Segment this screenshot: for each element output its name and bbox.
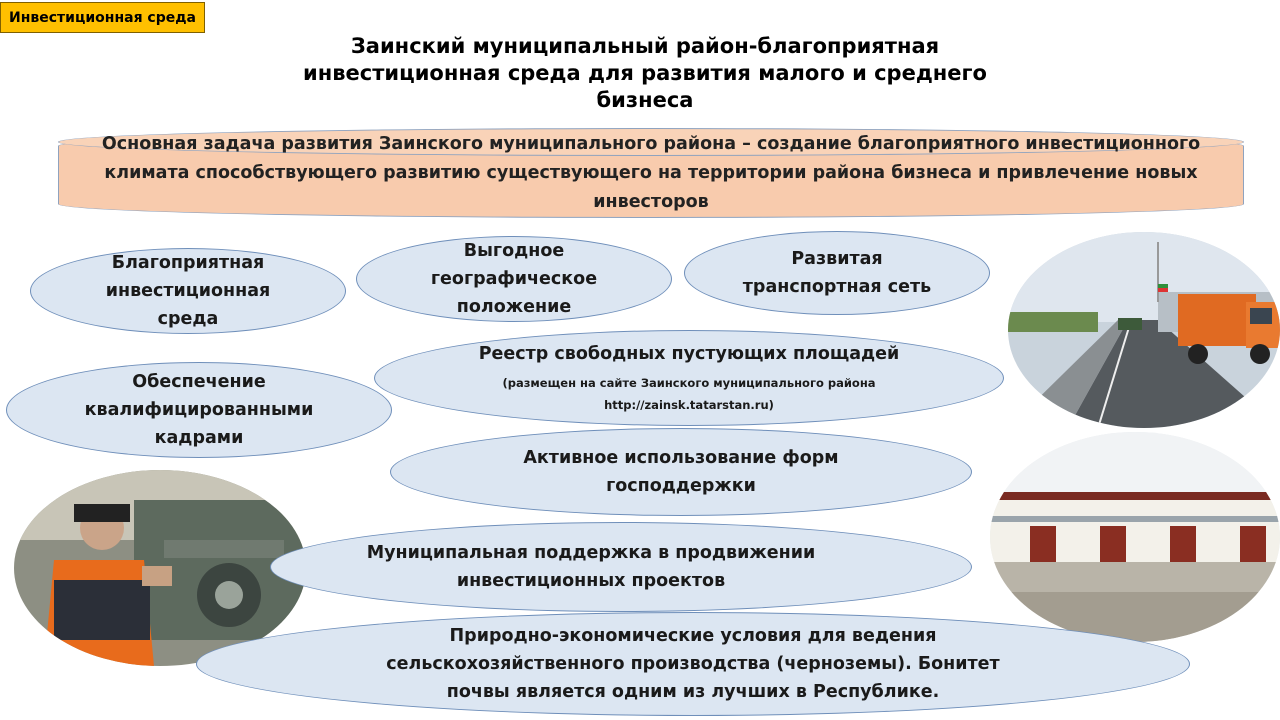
oval-line: Благоприятная bbox=[111, 253, 265, 273]
oval-line: среда bbox=[157, 309, 219, 329]
oval-geographic-position bbox=[356, 236, 672, 322]
oval-line: Развитая bbox=[791, 249, 883, 269]
oval-line: Муниципальная поддержка в продвижении bbox=[366, 543, 816, 563]
oval-line: сельскохозяйственного производства (черноземы). Бонитет bbox=[386, 654, 1000, 674]
main-task-text bbox=[70, 130, 1232, 217]
oval-line: Обеспечение bbox=[132, 372, 266, 392]
oval-line: квалифицированными bbox=[84, 400, 314, 420]
warehouse-photo bbox=[990, 432, 1280, 642]
oval-qualified-staff bbox=[6, 362, 392, 458]
oval-line: господдержки bbox=[606, 476, 756, 496]
oval-state-support bbox=[390, 428, 972, 516]
title-line: инвестиционная среда для развития малого и среднего bbox=[303, 61, 987, 85]
machinist-photo bbox=[14, 470, 306, 666]
oval-line: Реестр свободных пустующих площадей bbox=[478, 344, 900, 364]
page-title bbox=[240, 33, 1050, 114]
oval-natural-conditions bbox=[196, 612, 1190, 716]
main-task-line: климата способствующего развитию существующего на территории района бизнеса и привлечение новых bbox=[104, 163, 1198, 183]
oval-line: Выгодное bbox=[463, 241, 565, 261]
oval-municipal-support bbox=[270, 522, 972, 612]
oval-line: транспортная сеть bbox=[742, 277, 932, 297]
oval-small-line: (размещен на сайте Заинского муниципального района bbox=[502, 376, 876, 390]
oval-line: инвестиционная bbox=[105, 281, 271, 301]
oval-line: положение bbox=[456, 297, 572, 317]
oval-favorable-environment bbox=[30, 248, 346, 334]
title-line: бизнеса bbox=[596, 88, 694, 112]
road-truck-photo bbox=[1008, 232, 1280, 428]
oval-line: Природно-экономические условия для ведения bbox=[449, 626, 937, 646]
title-line: Заинский муниципальный район-благоприятная bbox=[350, 34, 940, 58]
oval-line: Активное использование форм bbox=[523, 448, 839, 468]
oval-small-line: http://zainsk.tatarstan.ru) bbox=[604, 398, 774, 412]
oval-line: географическое bbox=[430, 269, 598, 289]
oval-line: кадрами bbox=[154, 428, 244, 448]
section-tag: Инвестиционная среда bbox=[0, 2, 205, 33]
oval-line: почвы является одним из лучших в Республике. bbox=[446, 682, 940, 702]
oval-transport-network bbox=[684, 231, 990, 315]
main-task-line: Основная задача развития Заинского муниципального района – создание благоприятного инвестиционного bbox=[101, 134, 1201, 154]
oval-line: инвестиционных проектов bbox=[456, 571, 726, 591]
main-task-line: инвесторов bbox=[593, 192, 709, 212]
oval-free-space-registry bbox=[374, 330, 1004, 426]
